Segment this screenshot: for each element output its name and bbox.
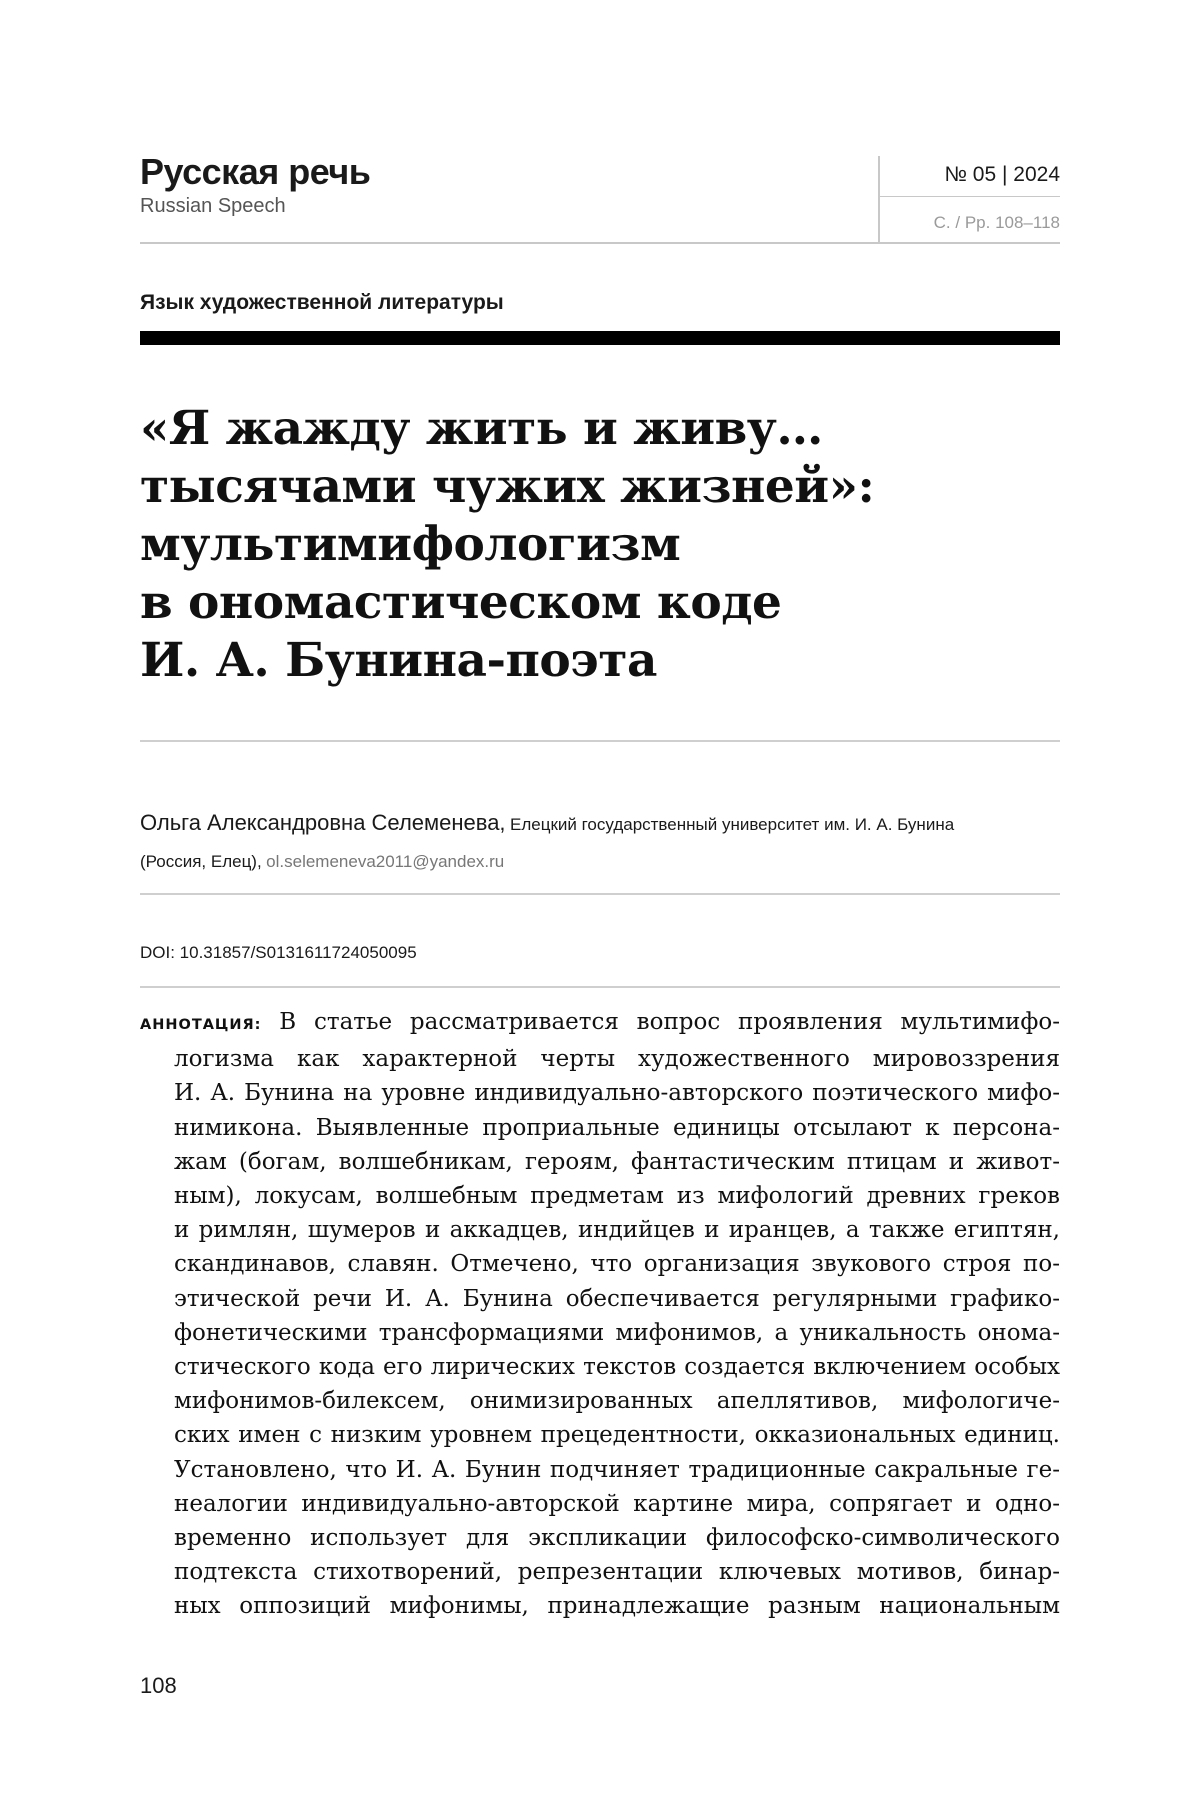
- journal-title: Русская речь: [140, 151, 371, 192]
- author-line: [140, 805, 1060, 844]
- abstract-line: стического кода его лирических текстов создается включением особых: [174, 1354, 1060, 1381]
- abstract-line: подтекста стихотворений, репрезентации ключевых мотивов, бинар-: [174, 1559, 1060, 1586]
- title-line: «Я жажду жить и живу…: [140, 401, 823, 456]
- section-label: Язык художественной литературы: [140, 291, 504, 314]
- abstract-line: временно использует для экспликации философско-символического: [174, 1525, 1060, 1552]
- journal-page: [140, 0, 1060, 1801]
- abstract-line: нимикона. Выявленные проприальные единицы отсылают к персона-: [174, 1114, 1060, 1141]
- author-rule: [140, 893, 1060, 895]
- issue-number: № 05 | 2024: [944, 163, 1060, 186]
- abstract-line: ских имен с низким уровнем прецедентности, окказиональных единиц.: [174, 1422, 1060, 1449]
- doi[interactable]: DOI: 10.31857/S0131611724050095: [140, 943, 417, 962]
- abstract-line: ных оппозиций мифонимы, принадлежащие разным национальным: [174, 1593, 1060, 1620]
- header-vertical-divider: [878, 156, 880, 244]
- title-line: тысячами чужих жизней»:: [140, 459, 875, 514]
- author-name: Ольга Александровна Селеменева,: [140, 810, 506, 835]
- abstract: [140, 1005, 1060, 1624]
- abstract-line: В статье рассматривается вопрос проявления мультимифо-: [279, 1009, 1061, 1035]
- page-number: 108: [140, 1673, 177, 1698]
- abstract-line: мифонимов-билексем, онимизированных апеллятивов, мифологиче-: [174, 1388, 1060, 1415]
- author-email-link[interactable]: ol.selemeneva2011@yandex.ru: [266, 852, 505, 871]
- author-line-2: [140, 844, 1060, 881]
- abstract-line: И. А. Бунина на уровне индивидуально-авторского поэтического мифо-: [174, 1080, 1060, 1107]
- abstract-first-line: [140, 1005, 1060, 1042]
- article-title: [140, 400, 1060, 690]
- header-divider: [880, 196, 1060, 197]
- section-bar: [140, 331, 1060, 345]
- abstract-line: неалогии индивидуально-авторской картине мира, сопрягает и одно-: [174, 1490, 1060, 1517]
- abstract-line: этической речи И. А. Бунина обеспечивается регулярными графико-: [174, 1285, 1060, 1312]
- journal-header: [140, 152, 1060, 244]
- abstract-line: жам (богам, волшебникам, героям, фантастическим птицам и живот-: [174, 1148, 1060, 1175]
- journal-subtitle: Russian Speech: [140, 195, 286, 217]
- doi-rule: [140, 986, 1060, 988]
- title-line: мультимифологизм: [140, 517, 681, 572]
- abstract-line: фонетическими трансформациями мифонимов, а уникальность онома-: [174, 1319, 1060, 1346]
- author-block: [140, 805, 1060, 881]
- abstract-label: АННОТАЦИЯ:: [140, 1017, 262, 1033]
- title-rule: [140, 740, 1060, 742]
- abstract-line: логизма как характерной черты художественного мировоззрения: [174, 1046, 1060, 1073]
- abstract-line: и римлян, шумеров и аккадцев, индийцев и иранцев, а также египтян,: [174, 1217, 1060, 1244]
- title-line: в ономастическом коде: [140, 575, 782, 630]
- page-range: С. / Pp. 108–118: [933, 213, 1060, 232]
- abstract-line: скандинавов, славян. Отмечено, что организация звукового строя по-: [174, 1251, 1060, 1278]
- title-line: И. А. Бунина-поэта: [140, 633, 657, 688]
- author-affiliation: Елецкий государственный университет им. И. А. Бунина: [510, 815, 955, 834]
- abstract-line: ным), локусам, волшебным предметам из мифологий древних греков: [174, 1183, 1060, 1210]
- abstract-line: Установлено, что И. А. Бунин подчиняет традиционные сакральные ге-: [174, 1456, 1060, 1483]
- header-bottom-rule: [140, 242, 1060, 244]
- author-location: (Россия, Елец),: [140, 852, 262, 871]
